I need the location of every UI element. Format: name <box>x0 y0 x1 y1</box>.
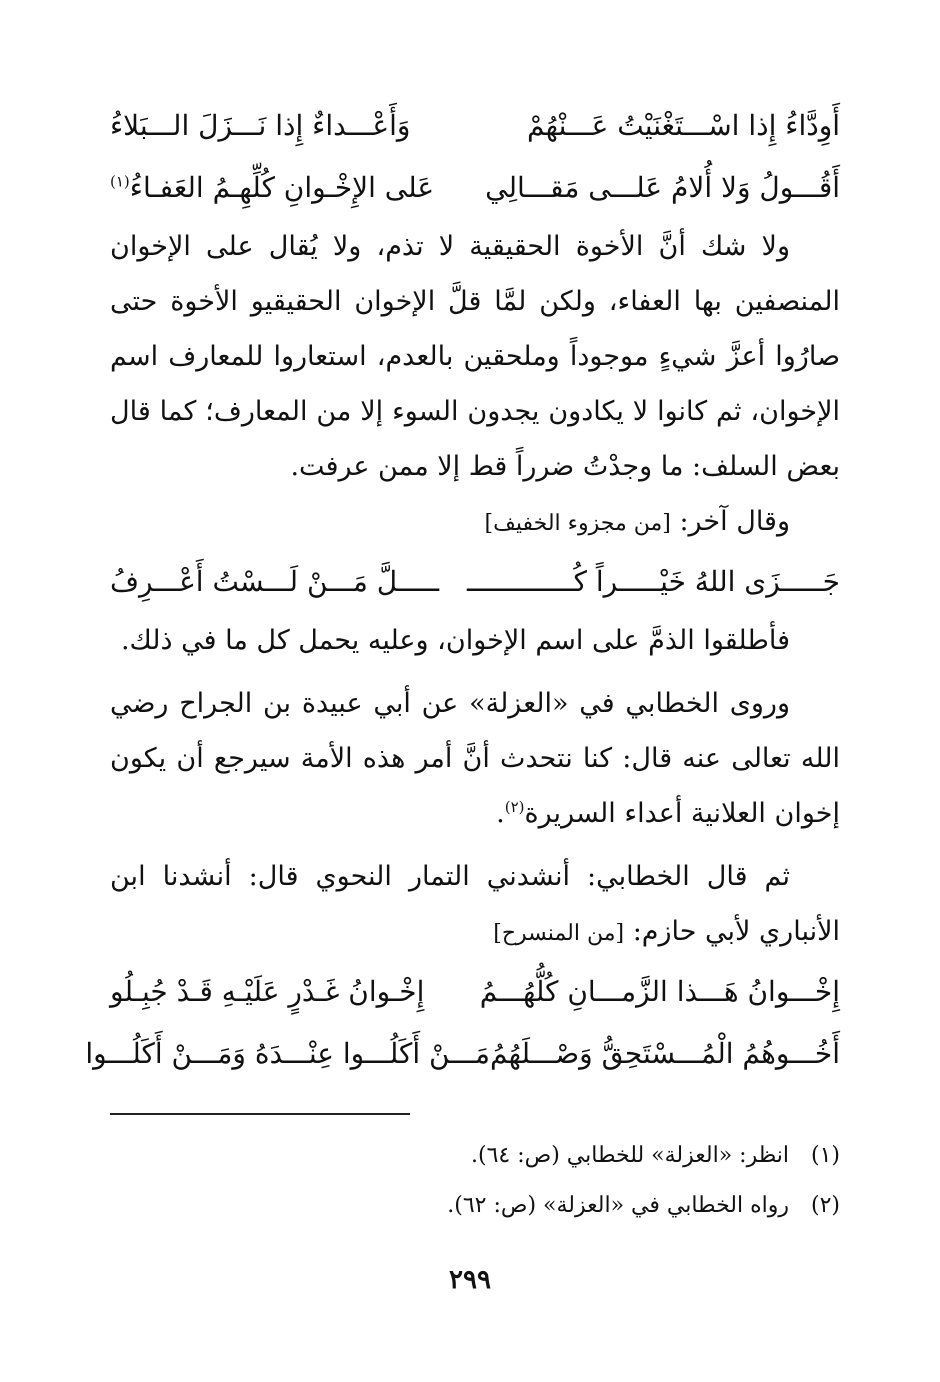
footnote-text: انظر: «العزلة» للخطابي (ص: ٦٤). <box>470 1143 789 1168</box>
footnote <box>110 1131 840 1181</box>
verse-line <box>110 961 840 1023</box>
footnote-number: (٢) <box>810 1193 840 1218</box>
quote-intro: وقال آخر: <box>679 506 790 537</box>
verse-first-hemistich: إِخْـــوانُ هَـــذا الزَّمـــانِ كُلُّهُـــمُ <box>479 975 840 1008</box>
paragraph <box>110 849 840 961</box>
footnote <box>110 1181 840 1231</box>
verse-second-hemistich: وَأَعْـــداءٌ إِذا نَـــزَلَ الـــبَلاءُ <box>110 109 411 142</box>
verse-line <box>110 157 840 219</box>
verse-second-hemistich <box>110 157 434 219</box>
verse-second-hemistich: مَـــنْ أَكَلُـــوا عِنْـــدَهُ وَمَـــنْ أَكَلُـــوا <box>85 1037 490 1070</box>
paragraph: فأطلقوا الذمَّ على اسم الإخوان، وعليه يحمل كل ما في ذلك. <box>120 625 790 656</box>
verse-line <box>110 95 840 157</box>
verse-line <box>110 551 840 613</box>
meter-label: [من مجزوء الخفيف] <box>484 511 671 536</box>
paragraph <box>110 494 840 551</box>
verse-second-hemistich: ـــــلَّ مَـــنْ لَـــسْتُ أَعْـــرِفُ <box>110 565 440 598</box>
paragraph-text: وروى الخطابي في «العزلة» عن أبي عبيدة بن الجراح رضي الله تعالى عنه قال: كنا نتحدث أنَّ أمر هذه الأمة سيرجع أن يكون إخوان العلانية أعداء السريرة <box>110 688 840 829</box>
verse-first-hemistich: أَخُـــوهُمُ الْمُـــسْتَحِقُّ وَصْـــلَهُمُ <box>489 1037 840 1070</box>
paragraph: ولا شك أنَّ الأخوة الحقيقية لا تذم، ولا يُقال على الإخوان المنصفين بها العفاء، ولكن لمَّا قلَّ الإخوان الحقيقيو الأخوة حتى صارُوا أعزَّ شيءٍ موجوداً وملحقين بالعدم، استعاروا للمعارف اسم الإخوان، ثم كانوا لا يكادون يجدون السوء إلا من المعارف؛ كما قال بعض السلف: ما وجدْتُ ضرراً قط إلا ممن عرفت. <box>110 231 840 482</box>
footnote-ref: (٢) <box>504 798 525 816</box>
meter-label: [من المنسرح] <box>493 921 625 946</box>
footnotes <box>110 1131 840 1231</box>
verse-second-hemistich: إِخْـوانُ غَـدْرٍ عَلَيْـهِ قَـدْ جُبِـلُو <box>110 975 425 1008</box>
divider <box>110 1113 410 1115</box>
verse-first-hemistich: أَوِدَّاءُ إِذا اسْـــتَغْنَيْتُ عَـــنْهُمْ <box>527 109 840 142</box>
footnote-ref: (١) <box>110 172 130 191</box>
paragraph-text: ثم قال الخطابي: أنشدني التمار النحوي قال: أنشدنا ابن الأنباري لأبي حازم: <box>110 861 840 947</box>
footnote-text: رواه الخطابي في «العزلة» (ص: ٦٢). <box>447 1193 789 1218</box>
footnote-number: (١) <box>810 1143 840 1168</box>
verse-first-hemistich: جَـــــزَى اللهُ خَيْـــــراً كُـــــــــــــ <box>467 565 840 598</box>
paragraph <box>110 676 840 841</box>
verse-line <box>85 1023 840 1085</box>
footnote-separator <box>110 1085 840 1115</box>
verse-first-hemistich: أَقُـــولُ وَلا أُلامُ عَلـــى مَقـــالِي <box>485 171 840 204</box>
book-page <box>85 95 840 1325</box>
verse-text: عَلى الإِخْـوانِ كُلِّهِـمُ العَفـاءُ <box>129 171 435 204</box>
paragraph-end: . <box>496 798 505 829</box>
page-number: ٢٩٩ <box>449 1265 491 1295</box>
